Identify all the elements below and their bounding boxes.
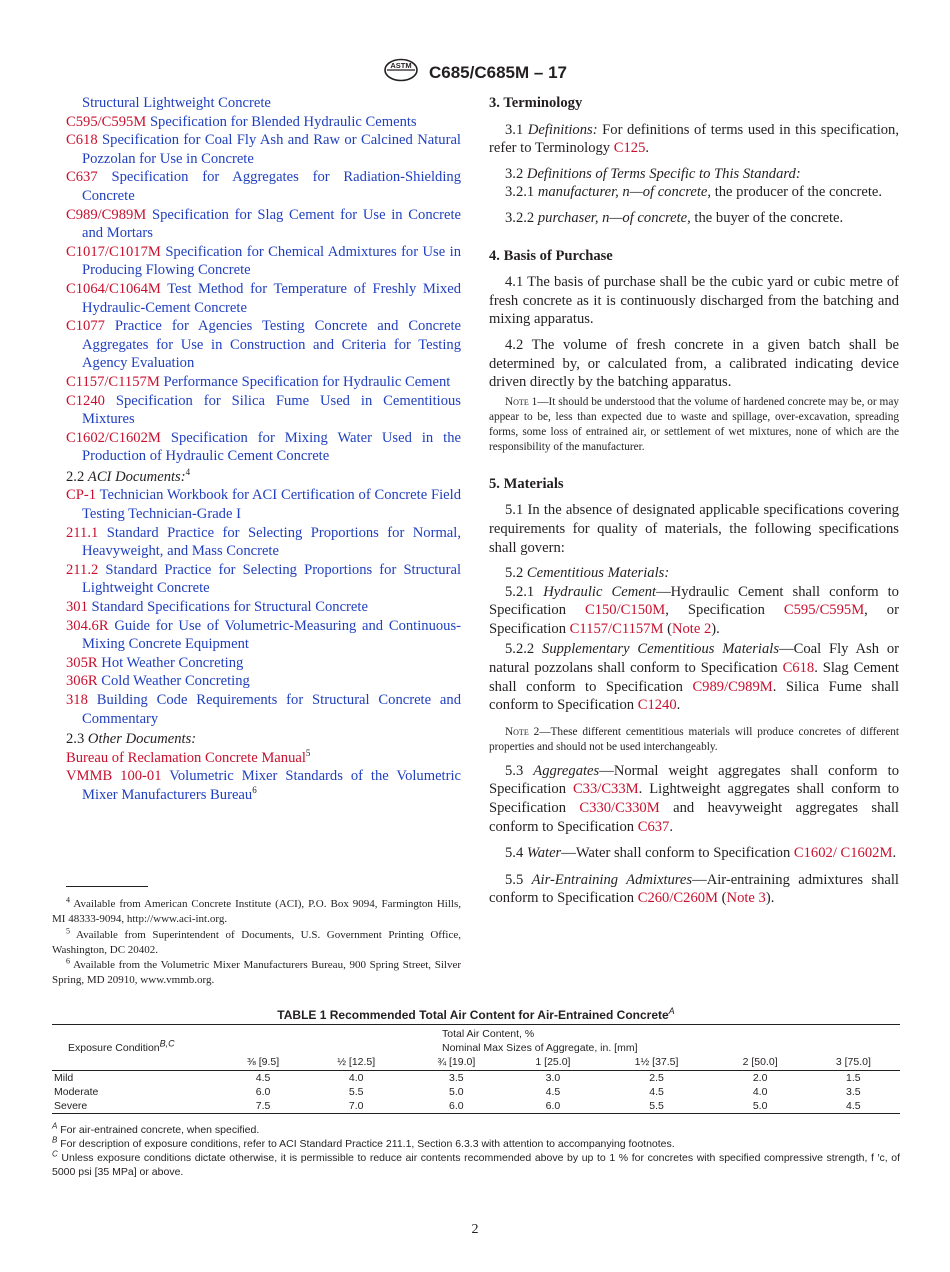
astm-logo-icon [383,58,419,87]
footnote: $^6$ Available from the Volumetric Mixer Manufacturers Bureau, 900 Spring Street, Silver Spring, MD 20910, www.vmmb.org. [52,956,461,986]
table-cell: 4.5 [846,1100,861,1112]
table-cell: 4.0 [348,1072,364,1084]
reference-item[interactable] [66,617,461,654]
table-cell: 2.5 [649,1072,664,1084]
section-3-title: 3. Terminology [489,95,583,111]
para-3-2-2: 3.2.2 purchaser, n—of concrete, the buyer of the concrete. [505,209,844,226]
reference-title[interactable]: Guide for Use of Volumetric-Measuring and Continuous-Mixing Concrete Equipment [82,617,461,653]
reference-title[interactable]: Practice for Agencies Testing Concrete and Concrete Aggregates for Use in Construction and Criteria for Testing Agency Evaluation [82,318,461,372]
reference-item[interactable] [66,524,461,561]
aci-documents-list [66,486,461,728]
link-c33[interactable]: C33/C33M [572,781,639,798]
table-cell: 4.0 [752,1086,768,1098]
reference-title[interactable]: Specification for Slag Cement for Use in Concrete and Mortars [82,206,461,242]
reference-designation[interactable]: 306R [66,673,98,690]
reference-title[interactable]: Hot Weather Concreting [101,654,244,671]
reference-item[interactable] [66,206,461,243]
para-5-2-2: 5.2.2 Supplementary Cementitious Materials—Coal Fly Ash or natural pozzolans shall conform to Specification C618. Slag Cement shall conform to Specification C989/C989M. Silica Fume shall conform to Specification C1240. [489,641,900,714]
column-header-size: 1½ [37.5] [634,1056,679,1068]
reference-designation[interactable]: Bureau of Reclamation Concrete Manual [66,749,306,766]
footnote-marker: 6 [252,785,257,796]
reference-title[interactable]: Cold Weather Concreting [101,673,250,690]
table-cell: 3.5 [449,1072,464,1084]
link-c1240[interactable]: C1240 [637,697,677,714]
reference-title[interactable]: Specification for Coal Fly Ash and Raw or Calcined Natural Pozzolan for Use in Concrete [82,132,461,167]
left-column [66,94,461,805]
link-c1157[interactable]: C1157/C1157M [569,620,664,637]
link-c1602[interactable]: C1602/ C1602M [793,845,893,862]
reference-title[interactable]: Technician Workbook for ACI Certification of Concrete Field Testing Technician-Grade I [82,487,461,523]
para-3-1: 3.1 Definitions: For definitions of terms used in this specification, refer to Terminology C125. [489,121,899,157]
table-cell: 7.5 [255,1100,271,1112]
reference-designation[interactable]: C1240 [66,392,105,409]
reference-title[interactable]: Volumetric Mixer Standards of the Volumetric Mixer Manufacturers Bureau [82,768,462,803]
table-footnote: $^B$ For description of exposure conditions, refer to ACI Standard Practice 211.1, Section 6.3.3 with attention to accompanying footnotes. [52,1135,675,1150]
reference-item[interactable] [66,749,461,768]
page-header [0,58,950,87]
designation: C685/C685M – 17 [429,62,567,82]
reference-designation[interactable]: C1064/C1064M [66,280,161,297]
section-5-title: 5. Materials [489,475,564,492]
link-c260[interactable]: C260/C260M [637,890,719,907]
aci-documents-heading: 2.2 ACI Documents:$^4$ [66,467,191,485]
air-content-table [52,1024,900,1114]
reference-title[interactable]: Specification for Chemical Admixtures for Use in Producing Flowing Concrete [82,243,461,279]
reference-item[interactable] [66,598,461,617]
reference-designation[interactable]: VMMB 100-01 [66,768,162,785]
reference-designation[interactable]: C595/C595M [66,113,147,130]
page-number: 2 [471,1222,479,1237]
other-documents-list [66,749,461,805]
reference-designation[interactable]: CP-1 [66,487,97,504]
para-4-2: 4.2 The volume of fresh concrete in a given batch shall be determined by, or calculated from, a calibrated indicating device driven directly by the batching apparatus. [489,336,899,391]
link-note-2[interactable]: Note 2 [671,620,712,637]
reference-item[interactable] [66,280,461,317]
table-cell: 4.5 [545,1086,561,1098]
para-3-2-1: 3.2.1 manufacturer, n—of concrete, the producer of the concrete. [505,184,883,201]
column-header-size: ¾ [19.0] [437,1056,476,1068]
link-note-3[interactable]: Note 3 [726,890,766,907]
row-label: Moderate [54,1086,99,1098]
reference-item[interactable] [66,486,461,523]
table-cell: 6.0 [545,1100,561,1112]
reference-designation[interactable]: C989/C989M [66,206,147,223]
table-footnote: $^C$ Unless exposure conditions dictate otherwise, it is permissible to reduce air contents recommended above by up to 1 % for concretes with specified compressive strength, f ′c, of 5000 psi [35 MPa] or above. [52,1149,901,1178]
table-cell: 5.0 [752,1100,768,1112]
row-label: Severe [54,1100,88,1112]
footnote-rule [66,886,148,887]
table-cell: 5.5 [348,1086,364,1098]
reference-designation[interactable]: 318 [66,692,88,708]
para-5-1: 5.1 In the absence of designated applicable specifications covering requirements for quality of materials, the following specifications shall govern: [489,502,899,556]
reference-designation[interactable]: 211.1 [66,524,99,541]
reference-item[interactable] [66,429,461,466]
group-header: Total Air Content, % Nominal Max Sizes of Aggregate, in. [mm] [442,1028,638,1054]
table-cell: 4.5 [255,1072,271,1084]
reference-designation[interactable]: 304.6R [66,617,109,634]
reference-title[interactable]: Performance Specification for Hydraulic Cement [163,373,451,390]
para-3-2: 3.2 Definitions of Terms Specific to This Standard: [505,165,801,182]
other-documents-heading: 2.3 Other Documents: [66,731,197,748]
section-4-title: 4. Basis of Purchase [489,247,613,264]
table-cell: 5.0 [449,1086,464,1098]
para-4-1: 4.1 The basis of purchase shall be the cubic yard or cubic metre of fresh concrete as it is continuously discharged from the batching and mixing apparatus. [489,274,899,328]
reference-item[interactable] [66,392,461,429]
reference-title[interactable]: Standard Practice for Selecting Proportions for Normal, Heavyweight, and Mass Concrete [82,524,461,560]
column-header-size: ⅜ [9.5] [247,1056,280,1068]
reference-item[interactable] [66,131,461,168]
row-label: Mild [54,1072,74,1084]
reference-designation[interactable]: C637 [66,169,98,186]
column-header-size: 2 [50.0] [742,1056,778,1068]
reference-item[interactable] [66,317,461,373]
table-footnote: $^A$ For air-entrained concrete, when specified. [52,1121,260,1136]
para-5-5: 5.5 Air-Entraining Admixtures—Air-entraining admixtures shall conform to Specification C260/C260M (Note 3). [489,871,899,907]
column-header-size: 1 [25.0] [535,1056,571,1068]
referenced-documents-list [66,94,461,466]
reference-title[interactable]: Specification for Mixing Water Used in the Production of Hydraulic Cement Concrete [82,429,461,465]
table-cell: 1.5 [846,1072,861,1084]
reference-item[interactable] [66,113,461,132]
reference-designation[interactable]: C1017/C1017M [66,243,161,260]
reference-title[interactable]: Standard Practice for Selecting Proportions for Structural Lightweight Concrete [82,561,461,597]
reference-item[interactable] [66,373,461,392]
table-cell: 6.0 [449,1100,464,1112]
link-c330[interactable]: C330/C330M [579,800,660,817]
column-header-size: 3 [75.0] [835,1056,871,1068]
reference-designation[interactable]: C1602/C1602M [66,429,161,446]
link-c618[interactable]: C618 [782,660,815,677]
reference-item[interactable] [66,168,461,205]
right-column [489,94,899,908]
reference-item[interactable] [66,94,461,113]
reference-item[interactable] [66,691,461,728]
note-2: Note 2—These different cementitious materials will produce concretes of different properties and should not be used interchangeably. [489,725,899,753]
table-cell: 7.0 [348,1100,364,1112]
table-row [52,1099,900,1114]
reference-item[interactable] [66,767,461,804]
footnote: $^4$ Available from American Concrete Institute (ACI), P.O. Box 9094, Farmington Hills, MI 48333-9094, http://www.aci-int.org. [52,895,461,925]
table-cell: 4.5 [649,1086,664,1098]
reference-title[interactable]: Specification for Silica Fume Used in Cementitious Mixtures [82,392,461,428]
reference-designation[interactable]: C1077 [66,318,105,335]
table-cell: 2.0 [752,1072,768,1084]
reference-designation[interactable]: 211.2 [66,561,99,578]
para-5-3: 5.3 Aggregates—Normal weight aggregates shall conform to Specification C33/C33M. Lightweight aggregates shall conform to Specification C330/C330M and heavyweight aggregates shall conform to Specification C637. [489,762,899,835]
reference-title[interactable]: Standard Specifications for Structural Concrete [91,599,368,616]
reference-item[interactable] [66,243,461,280]
reference-designation[interactable]: C1157/C1157M [66,373,160,390]
svg-text:ASTM: ASTM [390,61,412,70]
table-cell: 3.5 [846,1086,861,1098]
footnote-marker: 5 [305,747,311,758]
reference-item[interactable] [66,561,461,598]
reference-title[interactable]: Structural Lightweight Concrete [82,95,271,111]
link-c150[interactable]: C150/C150M [584,602,666,619]
link-c989[interactable]: C989/C989M [692,678,773,695]
para-5-2: 5.2 Cementitious Materials: [505,565,670,582]
reference-title[interactable]: Specification for Aggregates for Radiation-Shielding Concrete [82,169,461,204]
reference-item[interactable] [66,672,461,691]
link-c595[interactable]: C595/C595M [783,602,865,619]
note-1: Note 1—It should be understood that the volume of hardened concrete may be, or may appear to be, less than expected due to waste and spillage, over-excavation, spreading forms, some loss of entrained air, or settlement of wet mixtures, none of which are the responsibility of the manufacturer. [489,395,900,453]
table-cell: 3.0 [545,1072,561,1084]
table-caption: TABLE 1 Recommended Total Air Content for Air-Entrained Concrete$^A$ [277,1006,675,1022]
column-header-size: ½ [12.5] [337,1056,376,1068]
reference-designation[interactable]: 301 [66,599,88,616]
table-row [52,1085,900,1099]
table-cell: 5.5 [649,1100,664,1112]
table-cell: 6.0 [255,1086,271,1098]
reference-item[interactable] [66,654,461,673]
reference-title[interactable]: Building Code Requirements for Structural Concrete and Commentary [82,692,461,727]
link-c125[interactable]: C125 [613,140,646,157]
para-5-2-1: 5.2.1 Hydraulic Cement—Hydraulic Cement shall conform to Specification C150/C150M, Specification C595/C595M, or Specification C1157/C1157M (Note 2). [489,583,899,637]
reference-designation[interactable]: 305R [66,654,98,671]
link-c637[interactable]: C637 [637,818,670,835]
footnote: $^5$ Available from Superintendent of Documents, U.S. Government Printing Office, Washington, DC 20402. [52,926,461,956]
para-5-4: 5.4 Water—Water shall conform to Specification C1602/ C1602M. [505,845,897,862]
reference-title[interactable]: Test Method for Temperature of Freshly Mixed Hydraulic-Cement Concrete [82,280,461,316]
col-exposure-condition: Exposure ConditionB,C [68,1038,175,1054]
reference-designation[interactable]: C618 [66,132,98,149]
reference-title[interactable]: Specification for Blended Hydraulic Cements [149,113,417,130]
table-row [52,1071,900,1086]
